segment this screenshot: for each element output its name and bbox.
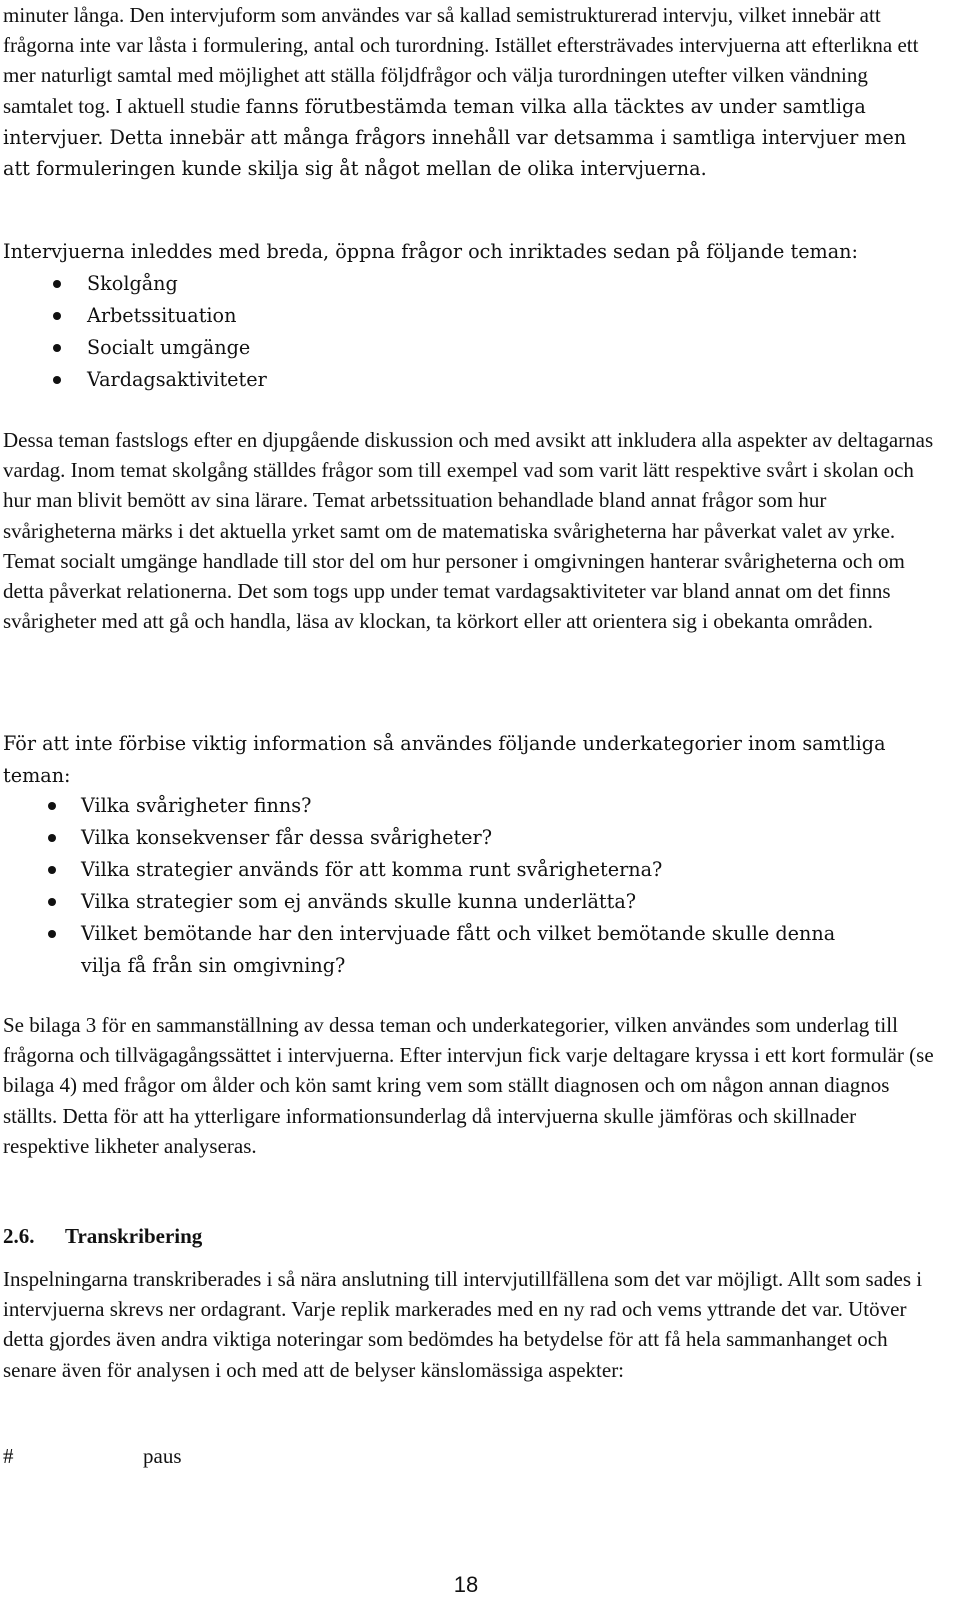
themes-list (3, 268, 938, 396)
notation-row (3, 1441, 182, 1471)
section-number: 2.6. (3, 1224, 35, 1248)
bullet-icon (53, 344, 61, 352)
theme-label: Skolgång (87, 272, 178, 295)
paragraph-subcategories-intro: För att inte förbise viktig information så användes följande underkategorier inom samtliga teman: (3, 732, 886, 787)
theme-label: Arbetssituation (87, 304, 237, 327)
page-number: 18 (453, 1572, 479, 1597)
bullet-icon (53, 376, 61, 384)
paragraph-themes-intro: Intervjuerna inleddes med breda, öppna frågor och inriktades sedan på följande teman: (3, 240, 859, 263)
list-item (3, 364, 938, 396)
bullet-icon (48, 930, 56, 938)
paragraph-interview-form-part1: minuter långa. Den intervjuform som användes var så kallad semistrukturerad intervju, vilket innebär att frågorna inte var låsta i formulering, antal och turordning. Istället eftersträvades intervjuerna att efterlikna ett mer naturligt samtal med möjlighet att ställa följdfrågor och välja turordningen utefter vilken vändning samtalet tog. I aktuell studie (3, 3, 919, 118)
subcategory-label: Vilka strategier används för att komma runt svårigheterna? (81, 858, 663, 881)
bullet-icon (53, 312, 61, 320)
bullet-icon (48, 802, 56, 810)
paragraph-themes-description: Dessa teman fastslogs efter en djupgående diskussion och med avsikt att inkludera alla aspekter av deltagarnas vardag. Inom temat skolgång ställdes frågor som till exempel vad som varit lätt respektive svårt i skolan och hur man blivit bemött av sina lärare. Temat arbetssituation behandlade bland annat frågor som hur svårigheterna märks i det aktuella yrket samt om de matematiska svårigheterna har påverkat valet av yrke. Temat socialt umgänge handlade till stor del om hur personer i omgivningen hanterar svårigheterna och om detta påverkat relationerna. Det som togs upp under temat vardagsaktiviteter var bland annat om det finns svårigheter med att gå och handla, läsa av klockan, ta körkort eller att orientera sig i obekanta områden. (3, 428, 934, 634)
list-item (3, 854, 938, 886)
theme-label: Vardagsaktiviteter (87, 368, 267, 391)
notation-symbol: # (3, 1444, 14, 1468)
notation-meaning: paus (143, 1444, 182, 1468)
paragraph-interview-form-part2: fanns förutbestämda teman vilka alla täcktes av under samtliga intervjuer. Detta innebär att många frågors innehåll var detsamma i samtliga intervjuer men att formuleringen kunde skilja sig åt något mellan de olika intervjuerna. (3, 94, 907, 181)
paragraph-transcription: Inspelningarna transkriberades i så nära anslutning till intervjutillfällena som det var möjligt. Allt som sades i intervjuerna skrevs ner ordagrant. Varje replik markerades med en ny rad och vems yttrande det var. Utöver detta gjordes även andra viktiga noteringar som bedömdes ha betydelse för att få hela sammanhanget och senare även för analysen i och med att de belyser känslomässiga aspekter: (3, 1267, 923, 1382)
list-item (3, 918, 841, 982)
list-item (3, 790, 938, 822)
paragraph-appendix-reference: Se bilaga 3 för en sammanställning av dessa teman och underkategorier, vilken användes som underlag till frågorna och tillvägagångssättet i intervjuerna. Efter intervjun fick varje deltagare kryssa i ett kort formulär (se bilaga 4) med frågor om ålder och kön samt kring vem som ställt diagnosen och om någon annan diagnos ställts. Detta för att ha ytterligare informationsunderlag då intervjuerna skulle jämföras och skillnader respektive likheter analyseras. (3, 1013, 934, 1158)
section-heading (3, 1221, 202, 1251)
subcategory-label: Vilka strategier som ej används skulle kunna underlätta? (81, 890, 637, 913)
subcategory-label: Vilka konsekvenser får dessa svårigheter? (81, 826, 492, 849)
bullet-icon (48, 834, 56, 842)
bullet-icon (53, 280, 61, 288)
bullet-icon (48, 866, 56, 874)
subcategory-label: Vilket bemötande har den intervjuade fått och vilket bemötande skulle denna vilja få från sin omgivning? (81, 922, 836, 977)
theme-label: Socialt umgänge (87, 336, 251, 359)
list-item (3, 268, 938, 300)
list-item (3, 332, 938, 364)
list-item (3, 300, 938, 332)
paragraph-interview-form (3, 0, 938, 184)
section-title: Transkribering (65, 1224, 203, 1248)
bullet-icon (48, 898, 56, 906)
subcategory-label: Vilka svårigheter finns? (81, 794, 312, 817)
subcategories-list (3, 790, 938, 982)
list-item (3, 822, 938, 854)
list-item (3, 886, 938, 918)
